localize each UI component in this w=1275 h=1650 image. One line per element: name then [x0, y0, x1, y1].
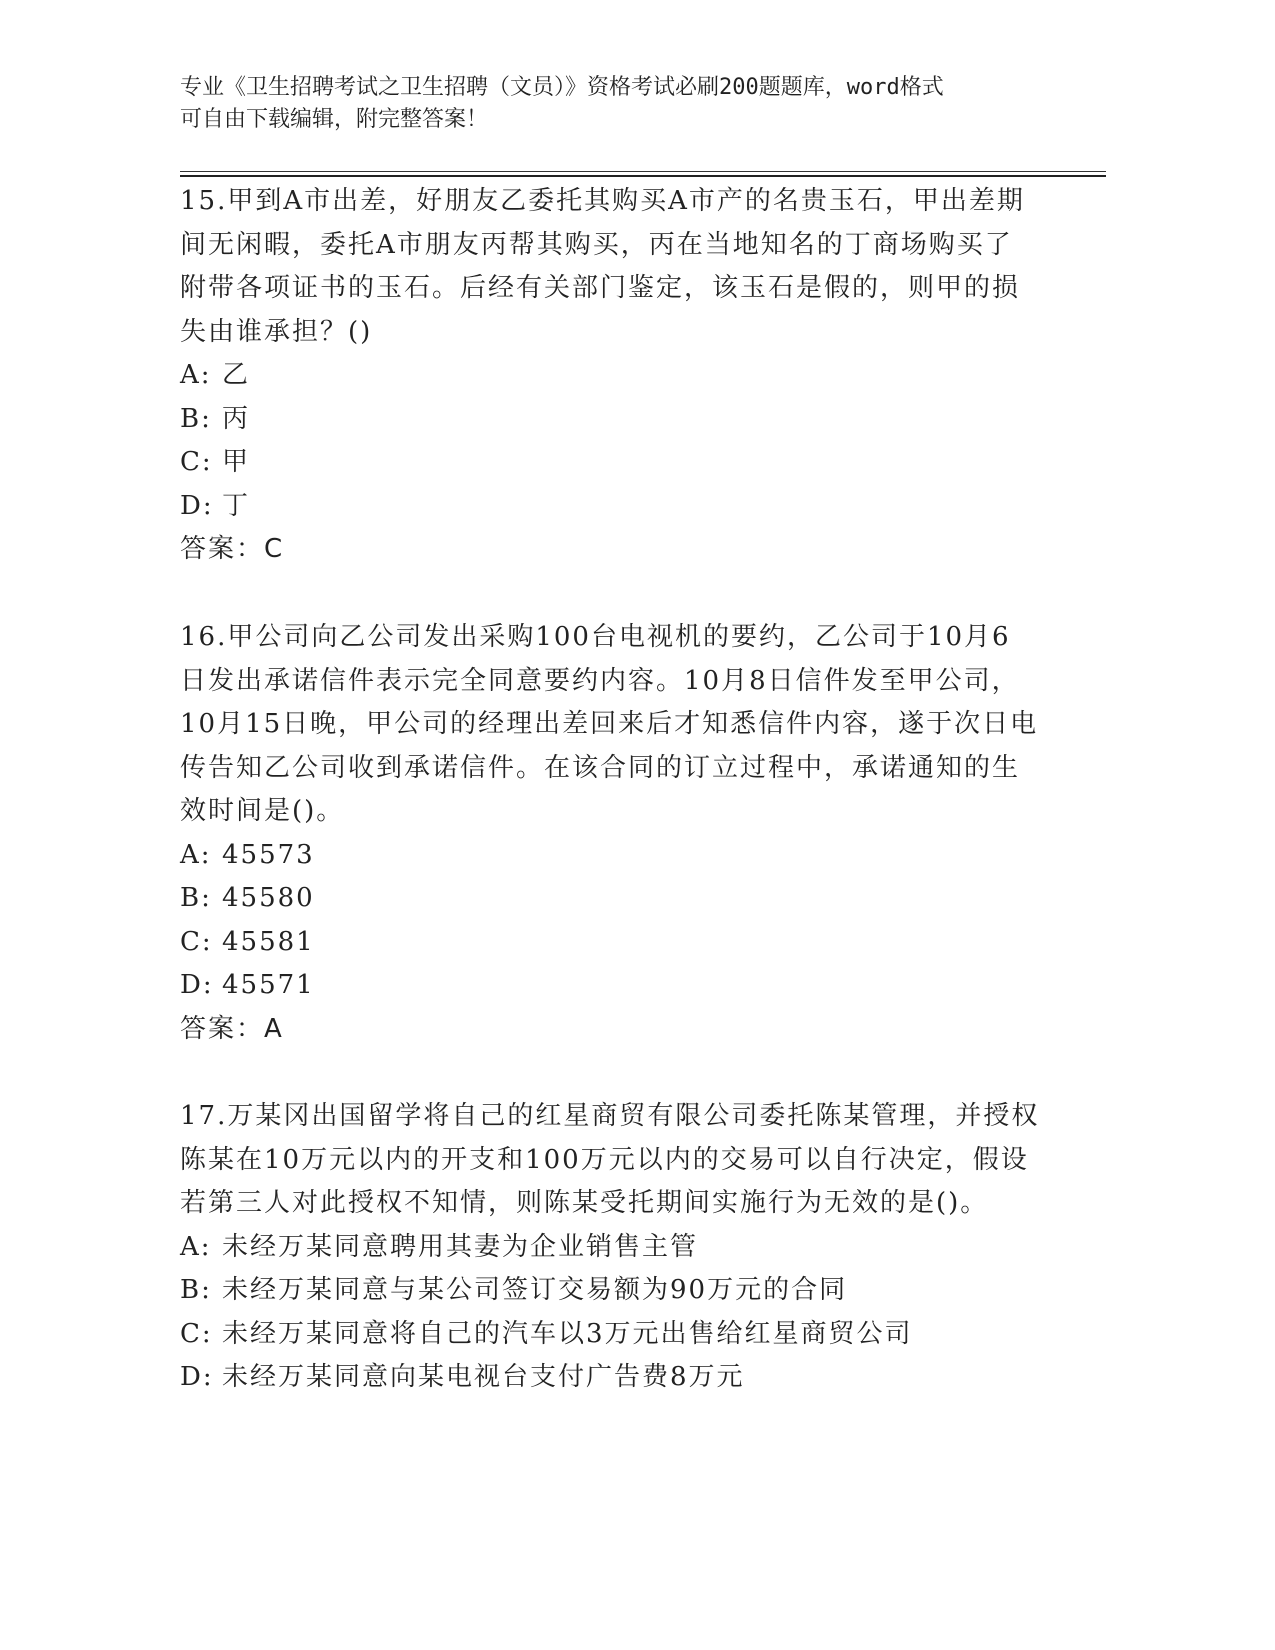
option-c [180, 921, 1060, 965]
option-text: 甲 [222, 447, 251, 477]
option-d [180, 964, 1060, 1008]
header-divider-thick [180, 175, 1106, 177]
option-text: 45571 [222, 970, 315, 1000]
header-line-1: 专业《卫生招聘考试之卫生招聘（文员）》资格考试必刷200题题库，word格式 [180, 75, 944, 100]
option-a [180, 1226, 1060, 1270]
option-key: B: [180, 1275, 212, 1305]
answer-label: 答案：C [180, 534, 285, 564]
question-15 [180, 180, 1060, 572]
option-key: A: [180, 839, 212, 870]
question-stem-line: 若第三人对此授权不知情，则陈某受托期间实施行为无效的是()。 [180, 1188, 989, 1218]
question-stem-line: 17.万某冈出国留学将自己的红星商贸有限公司委托陈某管理，并授权 [180, 1101, 1040, 1131]
option-text: 丁 [222, 490, 251, 521]
answer-label: 答案：A [180, 1013, 284, 1044]
option-text: 未经万某同意将自己的汽车以3万元出售给红星商贸公司 [222, 1318, 913, 1349]
question-17 [180, 1095, 1060, 1400]
option-d [180, 485, 1060, 529]
question-stem-line: 日发出承诺信件表示完全同意要约内容。10月8日信件发至甲公司， [180, 665, 1020, 696]
option-b [180, 877, 1060, 921]
option-key: D: [180, 490, 214, 521]
question-stem-line: 间无闲暇，委托A市朋友丙帮其购买，丙在当地知名的丁商场购买了 [180, 229, 1013, 260]
option-b [180, 398, 1060, 442]
header-divider-thin [180, 171, 1106, 172]
document-header [180, 72, 1060, 136]
option-key: C: [180, 926, 213, 957]
option-text: 未经万某同意聘用其妻为企业销售主管 [222, 1231, 699, 1262]
question-16 [180, 616, 1060, 1051]
option-key: D: [180, 970, 214, 1000]
question-stem-line: 陈某在10万元以内的开支和100万元以内的交易可以自行决定，假设 [180, 1144, 1029, 1175]
header-line-2: 可自由下载编辑，附完整答案！ [180, 107, 489, 132]
question-stem-line: 效时间是()。 [180, 796, 345, 826]
option-text: 45581 [222, 926, 315, 957]
option-key: C: [180, 1318, 213, 1349]
option-key: A: [180, 1231, 212, 1262]
option-c [180, 441, 1060, 485]
option-key: B: [180, 883, 212, 913]
question-stem-line: 失由谁承担？() [180, 316, 373, 347]
option-text: 未经万某同意与某公司签订交易额为90万元的合同 [222, 1275, 848, 1305]
option-text: 45580 [222, 883, 315, 913]
option-key: A: [180, 360, 212, 390]
option-d [180, 1356, 1060, 1400]
option-text: 丙 [222, 403, 251, 434]
option-c [180, 1313, 1060, 1357]
option-b [180, 1269, 1060, 1313]
option-a [180, 834, 1060, 878]
question-stem-line: 15.甲到A市出差，好朋友乙委托其购买A市产的名贵玉石，甲出差期 [180, 186, 1025, 216]
option-text: 45573 [222, 839, 315, 870]
question-stem-line: 传告知乙公司收到承诺信件。在该合同的订立过程中，承诺通知的生 [180, 752, 1021, 783]
option-text: 未经万某同意向某电视台支付广告费8万元 [222, 1362, 745, 1392]
question-stem-line: 附带各项证书的玉石。后经有关部门鉴定，该玉石是假的，则甲的损 [180, 273, 1021, 303]
question-stem-line: 10月15日晚，甲公司的经理出差回来后才知悉信件内容，遂于次日电 [180, 709, 1039, 739]
option-key: C: [180, 447, 213, 477]
question-stem-line: 16.甲公司向乙公司发出采购100台电视机的要约，乙公司于10月6 [180, 622, 1011, 652]
option-a [180, 354, 1060, 398]
option-key: B: [180, 403, 212, 434]
option-text: 乙 [222, 360, 251, 390]
option-key: D: [180, 1362, 214, 1392]
